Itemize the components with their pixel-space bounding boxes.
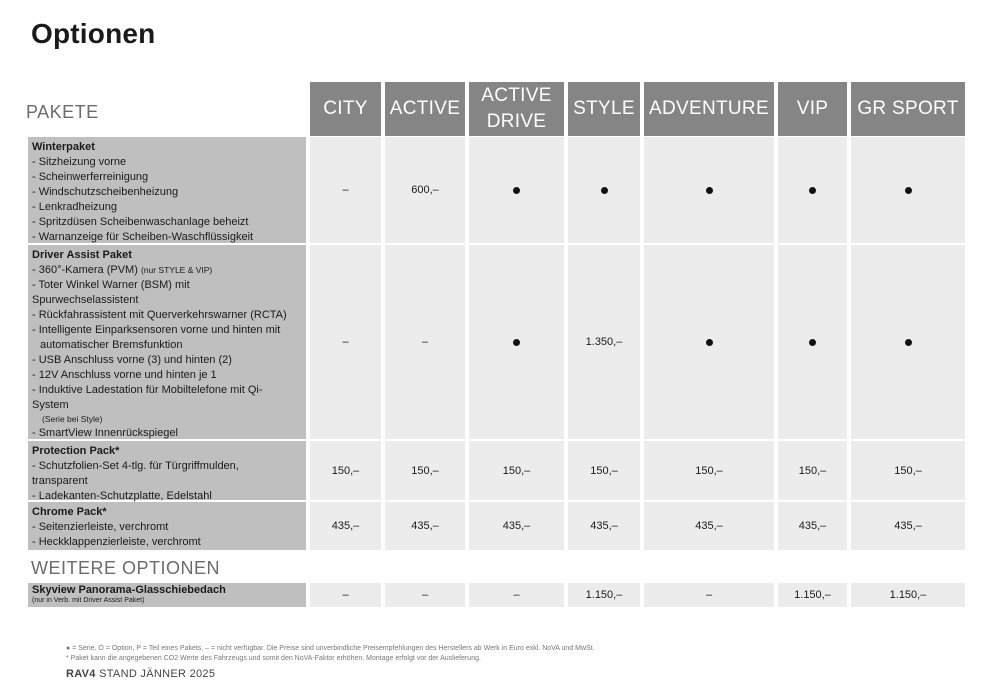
package-item: [32, 426, 302, 441]
package-label: [28, 137, 306, 243]
option-note: (nur in Verb. mit Driver Assist Paket): [32, 597, 145, 604]
package-item: [32, 155, 302, 170]
package-item: [32, 353, 302, 368]
package-value-cell: [778, 245, 847, 439]
package-value-cell: [469, 137, 564, 243]
cell-value: –: [342, 336, 349, 348]
package-item-text: System: [32, 399, 69, 411]
cell-value: 435,–: [695, 520, 723, 532]
package-item-text: - Windschutzscheibenheizung: [32, 186, 179, 198]
package-value-cell: [778, 502, 847, 550]
cell-value: 1.150,–: [794, 589, 831, 601]
option-value-cell: [851, 583, 965, 607]
standard-dot-icon: [601, 187, 608, 194]
cell-value: 150,–: [411, 464, 439, 477]
option-value-cell: [385, 583, 465, 607]
package-title: Protection Pack*: [32, 445, 120, 457]
package-value-cell: [568, 137, 640, 243]
package-title: Winterpaket: [32, 141, 95, 153]
package-item-text: - Induktive Ladestation für Mobiltelefone mit Qi-: [32, 384, 263, 396]
cell-value: 150,–: [798, 464, 827, 477]
package-item: [32, 368, 302, 383]
column-header: STYLE: [568, 82, 640, 136]
package-value-cell: [310, 137, 381, 243]
cell-value: 435,–: [894, 520, 922, 532]
standard-dot-icon: [706, 339, 713, 346]
option-value-cell: [469, 583, 564, 607]
package-item-text: - Intelligente Einparksensoren vorne und hinten mit: [32, 324, 281, 336]
package-item: [32, 308, 302, 323]
cell-value: 1.150,–: [889, 589, 927, 601]
package-value-cell: [851, 245, 965, 439]
package-item-text: - USB Anschluss vorne (3) und hinten (2): [32, 354, 232, 366]
standard-dot-icon: [905, 339, 912, 346]
package-item: [32, 383, 302, 398]
package-value-cell: [310, 502, 381, 550]
cell-value: 435,–: [502, 520, 531, 532]
cell-value: –: [705, 589, 713, 601]
package-title: Chrome Pack*: [32, 506, 107, 518]
cell-value: 150,–: [502, 464, 531, 477]
option-label: [28, 583, 306, 607]
package-value-cell: [851, 137, 965, 243]
footer-stand: [66, 668, 215, 680]
package-value-cell: [778, 137, 847, 243]
package-value-cell: [469, 441, 564, 500]
package-item-text: - Scheinwerferreinigung: [32, 171, 149, 183]
package-value-cell: [644, 441, 774, 500]
standard-dot-icon: [905, 187, 912, 194]
package-value-cell: [469, 245, 564, 439]
package-item-text: Spurwechselassistent: [32, 294, 139, 306]
cell-value: –: [421, 589, 429, 601]
cell-value: 600,–: [411, 184, 439, 196]
package-item-text: - 360°-Kamera (PVM): [32, 264, 138, 276]
cell-value: 150,–: [894, 464, 922, 477]
footer-date: STAND JÄNNER 2025: [99, 668, 216, 680]
cell-value: 435,–: [798, 520, 827, 532]
package-value-cell: [568, 245, 640, 439]
package-value-cell: [851, 441, 965, 500]
cell-value: –: [513, 589, 520, 601]
cell-value: –: [342, 589, 349, 601]
standard-dot-icon: [809, 187, 816, 194]
package-item-text: - Lenkradheizung: [32, 201, 118, 213]
package-item: [32, 170, 302, 185]
package-value-cell: [644, 502, 774, 550]
package-value-cell: [310, 441, 381, 500]
package-item: [32, 520, 302, 535]
option-value-cell: [310, 583, 381, 607]
package-item: [32, 200, 302, 215]
cell-value: 435,–: [331, 520, 360, 532]
page-title: Optionen: [31, 18, 156, 49]
cell-value: 435,–: [590, 520, 618, 532]
package-value-cell: [644, 245, 774, 439]
package-item-text: (Serie bei Style): [42, 414, 103, 424]
package-item: [32, 293, 302, 308]
package-label: [28, 245, 306, 439]
package-item-text: - Heckklappenzierleiste, verchromt: [32, 536, 201, 548]
package-item: [32, 535, 302, 550]
option-value-cell: [644, 583, 774, 607]
package-value-cell: [385, 245, 465, 439]
cell-value: –: [421, 336, 429, 348]
package-value-cell: [385, 441, 465, 500]
column-header: ACTIVE: [385, 82, 465, 136]
cell-value: 150,–: [590, 464, 618, 477]
package-item: [32, 278, 302, 293]
package-item-text: transparent: [32, 475, 88, 487]
cell-value: 435,–: [411, 520, 439, 532]
section-label-pakete: PAKETE: [26, 102, 99, 122]
package-title: Driver Assist Paket: [32, 249, 132, 261]
package-item-text: - Rückfahrassistent mit Querverkehrswarner (RCTA): [32, 309, 287, 321]
cell-value: 150,–: [695, 464, 723, 477]
package-item: [32, 263, 302, 278]
cell-value: –: [342, 184, 349, 196]
package-value-cell: [851, 502, 965, 550]
package-label: [28, 502, 306, 550]
package-item: [32, 338, 302, 353]
standard-dot-icon: [513, 187, 520, 194]
cell-value: 150,–: [331, 464, 360, 477]
package-value-cell: [778, 441, 847, 500]
package-item-note: (nur STYLE & VIP): [140, 265, 213, 275]
package-item-text: - SmartView Innenrückspiegel: [32, 427, 178, 439]
package-item-text: - Ladekanten-Schutzplatte, Edelstahl: [32, 490, 212, 502]
option-value-cell: [568, 583, 640, 607]
cell-value: 1.150,–: [585, 589, 623, 601]
package-item: [32, 398, 302, 413]
standard-dot-icon: [809, 339, 816, 346]
section-label-weitere-optionen: WEITERE OPTIONEN: [31, 558, 221, 578]
package-value-cell: [385, 502, 465, 550]
package-value-cell: [385, 137, 465, 243]
column-header: ACTIVE DRIVE: [469, 82, 564, 136]
package-item: [32, 215, 302, 230]
package-item: [32, 185, 302, 200]
package-item-text: - 12V Anschluss vorne und hinten je 1: [32, 369, 217, 381]
column-header: GR SPORT: [851, 82, 965, 136]
package-item-text: - Schutzfolien-Set 4-tlg. für Türgriffmulden,: [32, 460, 239, 472]
column-header: VIP: [778, 82, 847, 136]
package-item: [32, 230, 302, 245]
package-item-text: automatischer Bremsfunktion: [40, 339, 183, 351]
footnote-legend: ● = Serie, O = Option, P = Teil eines Pakets, – = nicht verfügbar. Die Preise sind unverbindliche Preisempfehlungen des Herstellers ab Werk in Euro exkl. NoVA und MwSt.: [66, 645, 595, 652]
footnote-asterisk: * Paket kann die angegebenen CO2 Werte des Fahrzeugs und somit den NoVA-Faktor erhöhen. Montage erfolgt vor der Auslieferung.: [66, 655, 481, 662]
package-item: [32, 459, 302, 474]
package-value-cell: [568, 502, 640, 550]
package-item-text: - Spritzdüsen Scheibenwaschanlage beheizt: [32, 216, 249, 228]
column-header: ADVENTURE: [644, 82, 774, 136]
package-item-text: - Toter Winkel Warner (BSM) mit: [32, 279, 190, 291]
option-value-cell: [778, 583, 847, 607]
package-value-cell: [469, 502, 564, 550]
package-item-text: - Seitenzierleiste, verchromt: [32, 521, 169, 533]
option-title: Skyview Panorama-Glasschiebedach: [32, 584, 226, 596]
package-item-text: - Warnanzeige für Scheiben-Waschflüssigkeit: [32, 231, 254, 243]
package-value-cell: [568, 441, 640, 500]
column-header: CITY: [310, 82, 381, 136]
package-item-text: - Sitzheizung vorne: [32, 156, 127, 168]
package-label: [28, 441, 306, 500]
standard-dot-icon: [706, 187, 713, 194]
package-item: [32, 474, 302, 489]
package-value-cell: [310, 245, 381, 439]
standard-dot-icon: [513, 339, 520, 346]
cell-value: 1.350,–: [585, 336, 623, 348]
footer-model: RAV4: [66, 668, 96, 680]
package-value-cell: [644, 137, 774, 243]
package-item: [32, 323, 302, 338]
package-item: [32, 413, 302, 426]
